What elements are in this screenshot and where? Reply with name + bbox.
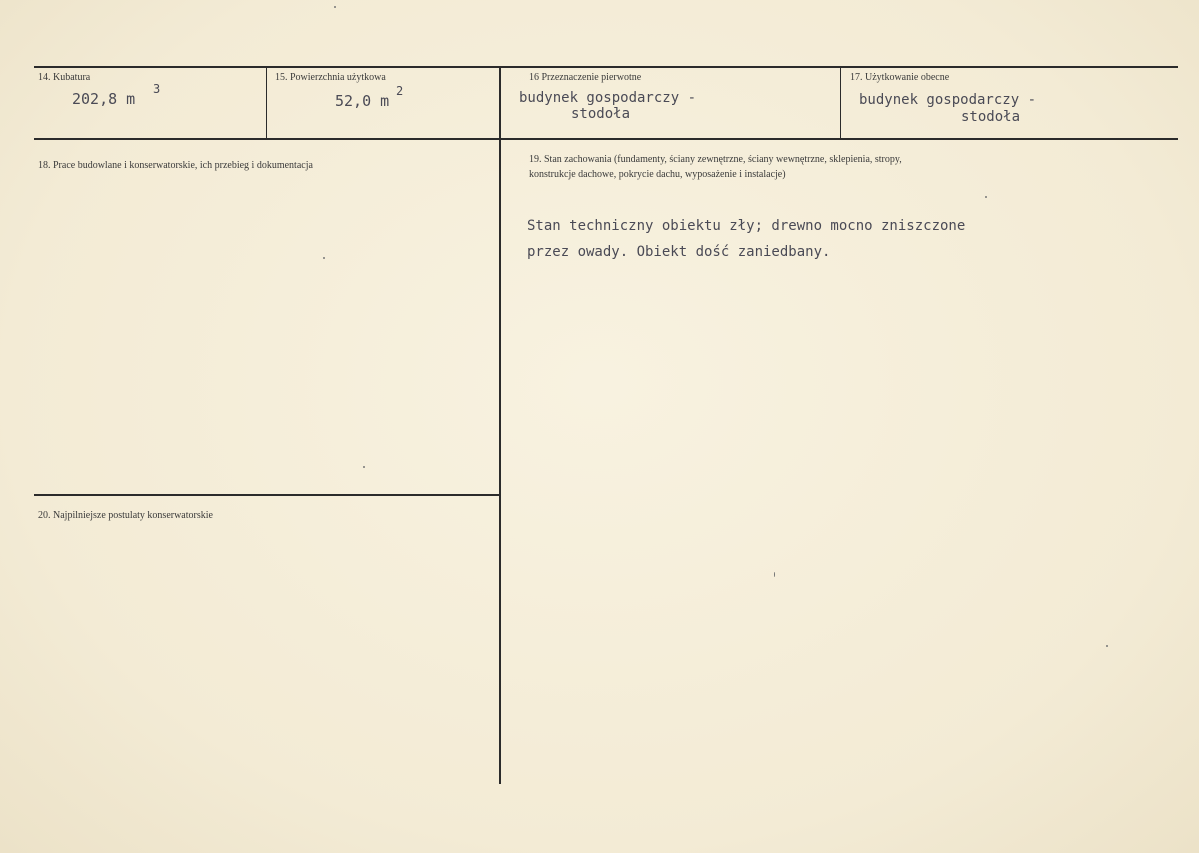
field-17-label: 17. Użytkowanie obecne xyxy=(850,72,950,83)
field-17-value-line1: budynek gospodarczy - xyxy=(859,92,1037,108)
divider-16-17 xyxy=(840,66,841,138)
divider-15-16 xyxy=(499,66,501,784)
paper-speck xyxy=(1106,645,1108,647)
rule-18-20 xyxy=(34,494,500,496)
field-17-value-line2: stodoła xyxy=(961,109,1021,125)
field-16-value-line1: budynek gospodarczy ‑ xyxy=(519,90,697,106)
paper-speck xyxy=(334,6,336,8)
field-14-unit-exponent: 3 xyxy=(153,82,161,96)
field-15-label: 15. Powierzchnia użytkowa xyxy=(275,72,386,83)
field-16-label: 16 Przeznaczenie pierwotne xyxy=(529,72,642,83)
row1-bottom-rule xyxy=(34,138,1178,140)
field-19-text-line2: przez owady. Obiekt dość zaniedbany. xyxy=(527,244,831,260)
field-15-unit-exponent: 2 xyxy=(396,84,404,98)
paper-speck xyxy=(363,466,365,468)
field-19-label-line2: konstrukcje dachowe, pokrycie dachu, wyposażenie i instalacje) xyxy=(529,169,786,180)
top-rule xyxy=(34,66,1178,68)
field-15-value: 52,0 m xyxy=(335,92,390,110)
paper-speck xyxy=(323,257,325,259)
field-14-value: 202,8 m xyxy=(72,90,136,108)
field-14-label: 14. Kubatura xyxy=(38,72,91,83)
field-19-label-line1: 19. Stan zachowania (fundamenty, ściany zewnętrzne, ściany wewnętrzne, sklepienia, stropy, xyxy=(529,154,902,165)
divider-14-15 xyxy=(266,66,267,138)
paper-speck xyxy=(774,572,775,577)
field-19-text-line1: Stan techniczny obiektu zły; drewno mocno zniszczone xyxy=(527,218,966,234)
field-18-label: 18. Prace budowlane i konserwatorskie, ich przebieg i dokumentacja xyxy=(38,160,313,171)
field-20-label: 20. Najpilniejsze postulaty konserwatorskie xyxy=(38,510,213,521)
field-16-value-line2: stodoła xyxy=(571,106,631,122)
paper-speck xyxy=(985,196,987,198)
